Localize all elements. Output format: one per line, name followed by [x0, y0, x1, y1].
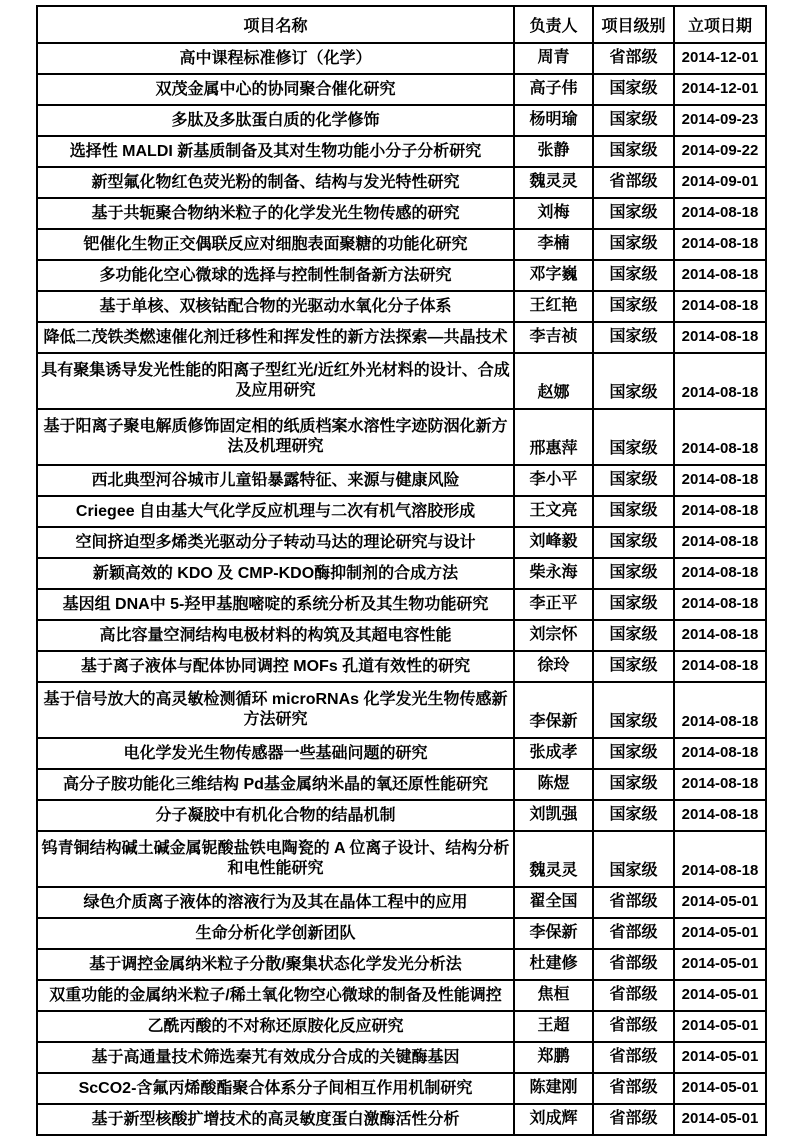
- date-cell: 2014-08-18: [674, 800, 766, 831]
- person-cell: 邢惠萍: [514, 409, 593, 465]
- date-cell: 2014-08-18: [674, 620, 766, 651]
- person-cell: 赵娜: [514, 353, 593, 409]
- person-cell: 杜建修: [514, 949, 593, 980]
- table-row: [37, 105, 766, 136]
- table-row: [37, 800, 766, 831]
- project-name-cell: 钨青铜结构碱土碱金属铌酸盐铁电陶瓷的 A 位离子设计、结构分析和电性能研究: [37, 831, 514, 887]
- date-cell: 2014-05-01: [674, 1042, 766, 1073]
- level-cell: 国家级: [593, 74, 674, 105]
- person-cell: 陈煜: [514, 769, 593, 800]
- table-row: [37, 589, 766, 620]
- table-row: [37, 353, 766, 409]
- project-name-cell: 高中课程标准修订（化学）: [37, 43, 514, 74]
- date-cell: 2014-05-01: [674, 918, 766, 949]
- level-cell: 国家级: [593, 831, 674, 887]
- table-row: [37, 682, 766, 738]
- table-row: [37, 1042, 766, 1073]
- table-row: [37, 1104, 766, 1135]
- person-cell: 郑鹏: [514, 1042, 593, 1073]
- person-cell: 李吉祯: [514, 322, 593, 353]
- date-cell: 2014-05-01: [674, 949, 766, 980]
- table-row: [37, 980, 766, 1011]
- table-row: [37, 43, 766, 74]
- level-cell: 省部级: [593, 1011, 674, 1042]
- person-cell: 焦桓: [514, 980, 593, 1011]
- person-cell: 刘凯强: [514, 800, 593, 831]
- person-cell: 杨明瑜: [514, 105, 593, 136]
- project-name-cell: 分子凝胶中有机化合物的结晶机制: [37, 800, 514, 831]
- table-row: [37, 651, 766, 682]
- project-name-cell: 新颖高效的 KDO 及 CMP-KDO酶抑制剂的合成方法: [37, 558, 514, 589]
- person-cell: 王文亮: [514, 496, 593, 527]
- table-row: [37, 409, 766, 465]
- table-body: [37, 43, 766, 1135]
- date-cell: 2014-08-18: [674, 831, 766, 887]
- date-cell: 2014-08-18: [674, 769, 766, 800]
- date-cell: 2014-08-18: [674, 651, 766, 682]
- project-name-cell: 双重功能的金属纳米粒子/稀土氧化物空心微球的制备及性能调控: [37, 980, 514, 1011]
- date-cell: 2014-09-23: [674, 105, 766, 136]
- project-name-cell: 选择性 MALDI 新基质制备及其对生物功能小分子分析研究: [37, 136, 514, 167]
- level-cell: 国家级: [593, 738, 674, 769]
- date-cell: 2014-09-01: [674, 167, 766, 198]
- table-row: [37, 558, 766, 589]
- project-name-cell: 生命分析化学创新团队: [37, 918, 514, 949]
- project-name-cell: 基于离子液体与配体协同调控 MOFs 孔道有效性的研究: [37, 651, 514, 682]
- project-name-cell: 空间挤迫型多烯类光驱动分子转动马达的理论研究与设计: [37, 527, 514, 558]
- date-cell: 2014-08-18: [674, 198, 766, 229]
- person-cell: 李保新: [514, 918, 593, 949]
- date-cell: 2014-12-01: [674, 43, 766, 74]
- level-cell: 省部级: [593, 1104, 674, 1135]
- level-cell: 国家级: [593, 229, 674, 260]
- project-name-cell: 基于阳离子聚电解质修饰固定相的纸质档案水溶性字迹防洇化新方法及机理研究: [37, 409, 514, 465]
- table-row: [37, 769, 766, 800]
- level-cell: 国家级: [593, 651, 674, 682]
- table-row: [37, 831, 766, 887]
- person-cell: 张成孝: [514, 738, 593, 769]
- person-cell: 李保新: [514, 682, 593, 738]
- table-row: [37, 229, 766, 260]
- table-row: [37, 260, 766, 291]
- person-cell: 刘梅: [514, 198, 593, 229]
- project-name-cell: 乙酰丙酸的不对称还原胺化反应研究: [37, 1011, 514, 1042]
- date-cell: 2014-08-18: [674, 527, 766, 558]
- person-cell: 刘宗怀: [514, 620, 593, 651]
- date-cell: 2014-08-18: [674, 322, 766, 353]
- project-name-cell: 双茂金属中心的协同聚合催化研究: [37, 74, 514, 105]
- date-cell: 2014-08-18: [674, 589, 766, 620]
- level-cell: 省部级: [593, 1073, 674, 1104]
- person-cell: 李小平: [514, 465, 593, 496]
- person-cell: 张静: [514, 136, 593, 167]
- date-cell: 2014-08-18: [674, 291, 766, 322]
- date-cell: 2014-08-18: [674, 465, 766, 496]
- level-cell: 国家级: [593, 260, 674, 291]
- person-cell: 李正平: [514, 589, 593, 620]
- person-cell: 邓字巍: [514, 260, 593, 291]
- table-row: [37, 738, 766, 769]
- level-cell: 国家级: [593, 527, 674, 558]
- table-row: [37, 887, 766, 918]
- level-cell: 国家级: [593, 589, 674, 620]
- date-cell: 2014-05-01: [674, 980, 766, 1011]
- level-cell: 国家级: [593, 105, 674, 136]
- person-cell: 王超: [514, 1011, 593, 1042]
- project-name-cell: 新型氟化物红色荧光粉的制备、结构与发光特性研究: [37, 167, 514, 198]
- person-cell: 徐玲: [514, 651, 593, 682]
- project-name-cell: 基于调控金属纳米粒子分散/聚集状态化学发光分析法: [37, 949, 514, 980]
- column-header-person: 负责人: [514, 6, 593, 43]
- date-cell: 2014-08-18: [674, 496, 766, 527]
- level-cell: 省部级: [593, 887, 674, 918]
- level-cell: 省部级: [593, 167, 674, 198]
- person-cell: 魏灵灵: [514, 831, 593, 887]
- date-cell: 2014-08-18: [674, 558, 766, 589]
- table-row: [37, 465, 766, 496]
- table-row: [37, 620, 766, 651]
- date-cell: 2014-08-18: [674, 738, 766, 769]
- header-row: [37, 6, 766, 43]
- project-name-cell: 基于高通量技术筛选秦艽有效成分合成的关键酶基因: [37, 1042, 514, 1073]
- level-cell: 省部级: [593, 980, 674, 1011]
- project-name-cell: 西北典型河谷城市儿童铅暴露特征、来源与健康风险: [37, 465, 514, 496]
- level-cell: 国家级: [593, 465, 674, 496]
- level-cell: 国家级: [593, 682, 674, 738]
- level-cell: 国家级: [593, 800, 674, 831]
- level-cell: 国家级: [593, 409, 674, 465]
- level-cell: 国家级: [593, 322, 674, 353]
- project-name-cell: 高分子胺功能化三维结构 Pd基金属纳米晶的氧还原性能研究: [37, 769, 514, 800]
- project-name-cell: 高比容量空洞结构电极材料的构筑及其超电容性能: [37, 620, 514, 651]
- level-cell: 国家级: [593, 558, 674, 589]
- column-header-date: 立项日期: [674, 6, 766, 43]
- table-row: [37, 74, 766, 105]
- project-name-cell: 基于信号放大的高灵敏检测循环 microRNAs 化学发光生物传感新方法研究: [37, 682, 514, 738]
- date-cell: 2014-12-01: [674, 74, 766, 105]
- person-cell: 刘峰毅: [514, 527, 593, 558]
- level-cell: 国家级: [593, 353, 674, 409]
- table-row: [37, 136, 766, 167]
- person-cell: 翟全国: [514, 887, 593, 918]
- project-name-cell: 多功能化空心微球的选择与控制性制备新方法研究: [37, 260, 514, 291]
- person-cell: 柴永海: [514, 558, 593, 589]
- level-cell: 省部级: [593, 918, 674, 949]
- level-cell: 国家级: [593, 136, 674, 167]
- person-cell: 魏灵灵: [514, 167, 593, 198]
- table-row: [37, 527, 766, 558]
- date-cell: 2014-08-18: [674, 409, 766, 465]
- project-name-cell: ScCO2-含氟丙烯酸酯聚合体系分子间相互作用机制研究: [37, 1073, 514, 1104]
- table-row: [37, 167, 766, 198]
- table-row: [37, 198, 766, 229]
- project-name-cell: 电化学发光生物传感器一些基础问题的研究: [37, 738, 514, 769]
- date-cell: 2014-05-01: [674, 1104, 766, 1135]
- date-cell: 2014-05-01: [674, 1011, 766, 1042]
- project-name-cell: 基因组 DNA中 5-羟甲基胞嘧啶的系统分析及其生物功能研究: [37, 589, 514, 620]
- date-cell: 2014-05-01: [674, 1073, 766, 1104]
- table-row: [37, 322, 766, 353]
- column-header-level: 项目级别: [593, 6, 674, 43]
- projects-table: [36, 5, 767, 1136]
- level-cell: 省部级: [593, 1042, 674, 1073]
- person-cell: 王红艳: [514, 291, 593, 322]
- project-name-cell: Criegee 自由基大气化学反应机理与二次有机气溶胶形成: [37, 496, 514, 527]
- level-cell: 省部级: [593, 43, 674, 74]
- project-name-cell: 降低二茂铁类燃速催化剂迁移性和挥发性的新方法探索—共晶技术: [37, 322, 514, 353]
- table-row: [37, 1011, 766, 1042]
- table-row: [37, 1073, 766, 1104]
- date-cell: 2014-08-18: [674, 260, 766, 291]
- project-name-cell: 基于新型核酸扩增技术的高灵敏度蛋白激酶活性分析: [37, 1104, 514, 1135]
- project-name-cell: 绿色介质离子液体的溶液行为及其在晶体工程中的应用: [37, 887, 514, 918]
- project-name-cell: 基于单核、双核钴配合物的光驱动水氧化分子体系: [37, 291, 514, 322]
- column-header-project-name: 项目名称: [37, 6, 514, 43]
- level-cell: 国家级: [593, 769, 674, 800]
- date-cell: 2014-09-22: [674, 136, 766, 167]
- date-cell: 2014-05-01: [674, 887, 766, 918]
- project-name-cell: 具有聚集诱导发光性能的阳离子型红光/近红外光材料的设计、合成及应用研究: [37, 353, 514, 409]
- date-cell: 2014-08-18: [674, 229, 766, 260]
- project-name-cell: 多肽及多肽蛋白质的化学修饰: [37, 105, 514, 136]
- project-name-cell: 基于共轭聚合物纳米粒子的化学发光生物传感的研究: [37, 198, 514, 229]
- level-cell: 国家级: [593, 198, 674, 229]
- person-cell: 周青: [514, 43, 593, 74]
- level-cell: 国家级: [593, 291, 674, 322]
- level-cell: 国家级: [593, 620, 674, 651]
- project-name-cell: 钯催化生物正交偶联反应对细胞表面聚糖的功能化研究: [37, 229, 514, 260]
- level-cell: 省部级: [593, 949, 674, 980]
- level-cell: 国家级: [593, 496, 674, 527]
- person-cell: 陈建刚: [514, 1073, 593, 1104]
- table-row: [37, 949, 766, 980]
- table-row: [37, 291, 766, 322]
- person-cell: 高子伟: [514, 74, 593, 105]
- date-cell: 2014-08-18: [674, 682, 766, 738]
- projects-table-container: [36, 5, 767, 1136]
- person-cell: 李楠: [514, 229, 593, 260]
- table-row: [37, 496, 766, 527]
- date-cell: 2014-08-18: [674, 353, 766, 409]
- person-cell: 刘成辉: [514, 1104, 593, 1135]
- table-row: [37, 918, 766, 949]
